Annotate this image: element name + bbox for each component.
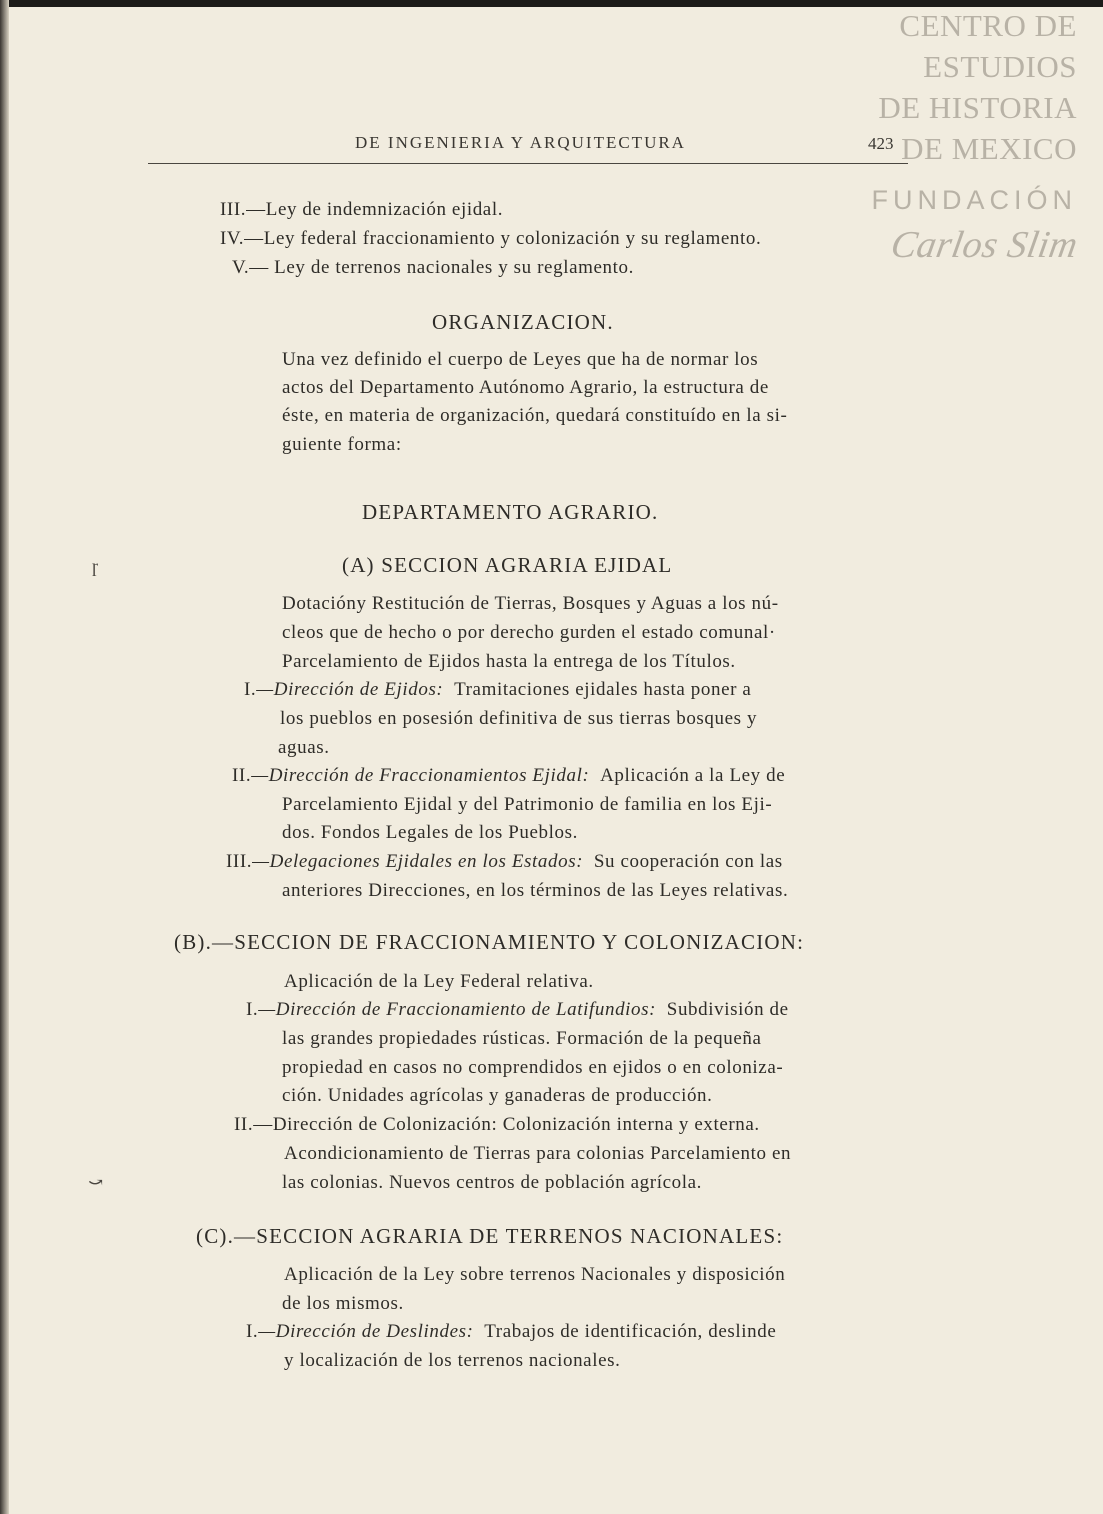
item-number: II.: [234, 1114, 254, 1135]
paragraph-line: Parcelamiento de Ejidos hasta la entrega de los Títulos.: [282, 651, 736, 672]
paragraph-line: aguas.: [278, 737, 330, 758]
item-text: Aplicación a la Ley de: [600, 765, 786, 786]
item-text: Trabajos de identificación, deslinde: [484, 1321, 777, 1342]
watermark-line: CENTRO DE: [899, 8, 1077, 43]
paragraph-line: Acondicionamiento de Tierras para colonias Parcelamiento en: [284, 1143, 792, 1164]
law-text: —Ley federal fraccionamiento y colonización y su reglamento.: [244, 228, 762, 249]
running-head: DE INGENIERIA Y ARQUITECTURA: [355, 133, 686, 152]
watermark-line: ESTUDIOS: [923, 49, 1077, 84]
paragraph-line: ción. Unidades agrícolas y ganaderas de producción.: [282, 1085, 713, 1106]
watermark-line: DE MEXICO: [901, 131, 1077, 166]
item-number: I.: [246, 999, 259, 1020]
law-text: — Ley de terrenos nacionales y su reglamento.: [249, 257, 634, 278]
direccion-item: [246, 1321, 776, 1343]
item-label: —Delegaciones Ejidales en los Estados:: [252, 851, 584, 872]
paragraph-line: éste, en materia de organización, quedará constituído en la si-: [282, 405, 788, 426]
law-item: [220, 228, 761, 250]
law-number: III.: [220, 199, 247, 220]
item-text: Colonización interna y externa.: [502, 1114, 760, 1135]
item-number: I.: [244, 679, 257, 700]
seccion-a-heading: (A) SECCION AGRARIA EJIDAL: [342, 553, 673, 577]
margin-mark: ɼ: [92, 556, 98, 576]
item-label: —Dirección de Fraccionamientos Ejidal:: [251, 765, 590, 786]
organizacion-heading: ORGANIZACION.: [432, 310, 614, 334]
item-label: —Dirección de Ejidos:: [256, 679, 444, 700]
paragraph-line: Aplicación de la Ley Federal relativa.: [284, 971, 594, 992]
law-number: IV.: [220, 228, 245, 249]
item-text: Subdivisión de: [666, 999, 789, 1020]
seccion-c-heading: (C).—SECCION AGRARIA DE TERRENOS NACIONALES:: [196, 1224, 784, 1248]
item-number: I.: [246, 1321, 259, 1342]
item-label: —Dirección de Colonización:: [253, 1114, 498, 1135]
paragraph-line: de los mismos.: [282, 1293, 404, 1314]
item-label: —Dirección de Fraccionamiento de Latifundios:: [258, 999, 657, 1020]
watermark-fundacion: FUNDACIÓN: [871, 185, 1077, 215]
law-text: —Ley de indemnización ejidal.: [246, 199, 504, 220]
page-number: 423: [868, 134, 894, 153]
margin-mark: ⤻: [88, 1172, 104, 1192]
paragraph-line: Dotacióny Restitución de Tierras, Bosques y Aguas a los nú-: [282, 593, 779, 614]
paragraph-line: las grandes propiedades rústicas. Formación de la pequeña: [282, 1028, 762, 1049]
item-text: Su cooperación con las: [593, 851, 783, 872]
paragraph-line: las colonias. Nuevos centros de población agrícola.: [282, 1172, 702, 1193]
direccion-item: [234, 1114, 760, 1136]
watermark-signature: Carlos Slim: [887, 224, 1081, 266]
paragraph-line: dos. Fondos Legales de los Pueblos.: [282, 822, 578, 843]
law-number: V.: [232, 257, 250, 278]
header-rule: [148, 163, 908, 164]
direccion-item: [246, 999, 789, 1021]
direccion-item: [244, 679, 751, 701]
paragraph-line: propiedad en casos no comprendidos en ejidos o en coloniza-: [282, 1057, 784, 1078]
scan-frame-left: [0, 0, 9, 1514]
item-number: II.: [232, 765, 252, 786]
paragraph-line: anteriores Direcciones, en los términos de las Leyes relativas.: [282, 880, 789, 901]
item-label: —Dirección de Deslindes:: [258, 1321, 474, 1342]
departamento-heading: DEPARTAMENTO AGRARIO.: [362, 500, 659, 524]
item-number: III.: [226, 851, 253, 872]
archive-watermark: [871, 5, 1081, 266]
watermark-line: DE HISTORIA: [878, 90, 1077, 125]
paragraph-line: Parcelamiento Ejidal y del Patrimonio de familia en los Eji-: [282, 794, 773, 815]
paragraph-line: y localización de los terrenos nacionales.: [284, 1350, 621, 1371]
law-item: [220, 199, 503, 221]
paragraph-line: Aplicación de la Ley sobre terrenos Nacionales y disposición: [284, 1264, 786, 1285]
paragraph-line: los pueblos en posesión definitiva de sus tierras bosques y: [280, 708, 758, 729]
direccion-item: [226, 851, 783, 873]
direccion-item: [232, 765, 785, 787]
paragraph-line: Una vez definido el cuerpo de Leyes que ha de normar los: [282, 349, 759, 370]
law-item: [232, 257, 634, 279]
paragraph-line: cleos que de hecho o por derecho gurden el estado comunal·: [282, 622, 776, 643]
item-text: Tramitaciones ejidales hasta poner a: [454, 679, 752, 700]
seccion-b-heading: (B).—SECCION DE FRACCIONAMIENTO Y COLONIZACION:: [174, 930, 805, 954]
paragraph-line: actos del Departamento Autónomo Agrario, la estructura de: [282, 377, 769, 398]
paragraph-line: guiente forma:: [282, 434, 402, 455]
